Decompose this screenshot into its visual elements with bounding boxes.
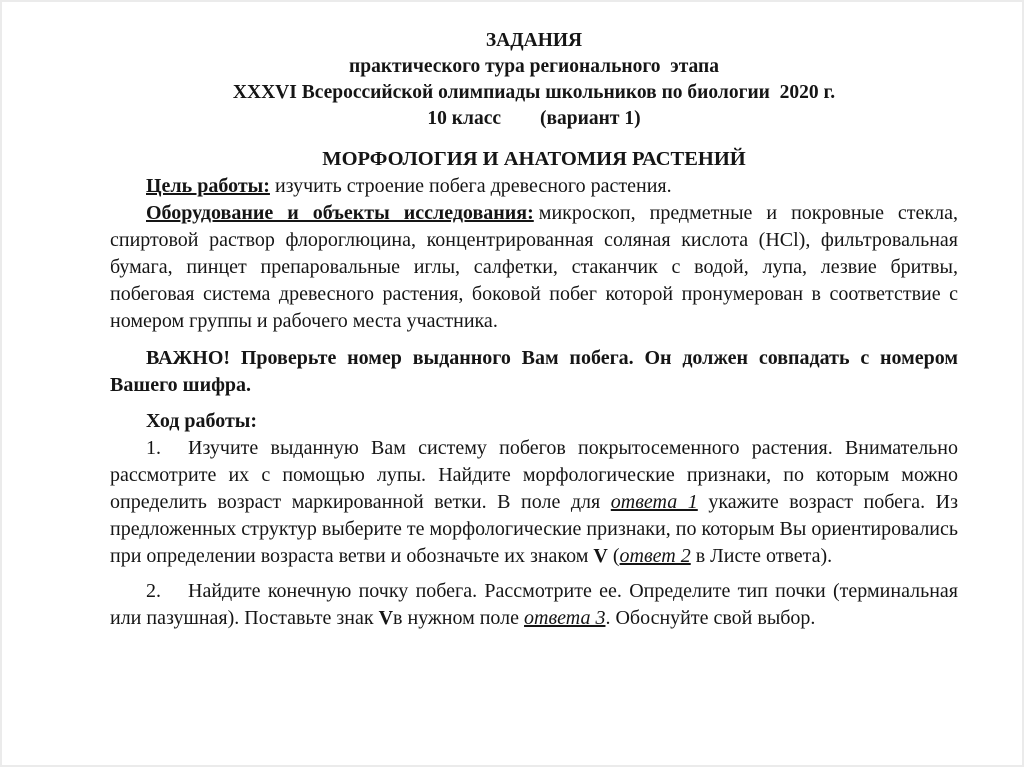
title-line-1: ЗАДАНИЯ bbox=[485, 30, 583, 51]
step-1-number: 1. bbox=[146, 437, 161, 459]
text-segment: V bbox=[593, 545, 608, 567]
text-segment: . Обоснуйте свой выбор. bbox=[605, 607, 816, 629]
text-segment: ответа 1 bbox=[610, 491, 698, 513]
text-segment: Найдите конечную почку побега. Рассмотрите ее. Определите тип почки (терминальная или пазушная). Поставьте знак bbox=[110, 580, 958, 629]
text-segment: ответ 2 bbox=[619, 545, 691, 567]
step-1-text bbox=[110, 437, 958, 567]
text-segment: Изучите выданную Вам систему побегов покрытосеменного растения. Внимательно рассмотрите их с помощью лупы. Найдите морфологические признаки, по которым можно определить возраст маркированной ветки. В поле для bbox=[110, 437, 958, 513]
text-segment: в Листе ответа). bbox=[690, 545, 833, 567]
title-line-3: XXXVI Всероссийской олимпиады школьников по биологии 2020 г. bbox=[232, 82, 836, 103]
equipment-paragraph bbox=[110, 200, 958, 335]
text-segment: ответа 3 bbox=[524, 607, 606, 629]
step-2-paragraph bbox=[110, 578, 958, 632]
text-segment: ( bbox=[607, 545, 620, 567]
goal-text: изучить строение побега древесного растения. bbox=[269, 175, 672, 197]
text-segment: V bbox=[378, 607, 394, 629]
document-content bbox=[2, 2, 1022, 632]
procedure-heading: Ход работы: bbox=[146, 410, 258, 432]
step-1-paragraph bbox=[110, 435, 958, 570]
important-notice: ВАЖНО! Проверьте номер выданного Вам побега. Он должен совпадать с номером Вашего шифра. bbox=[110, 347, 958, 396]
document-title-block bbox=[110, 28, 958, 132]
goal-paragraph bbox=[110, 173, 958, 200]
text-segment: укажите возраст побега. Из предложенных структур выберите те морфологические признаки, по которым Вы ориентировались при определении возраста ветви и обозначьте их знаком bbox=[110, 491, 958, 567]
section-heading: МОРФОЛОГИЯ И АНАТОМИЯ РАСТЕНИЙ bbox=[322, 148, 746, 170]
title-line-2: практического тура регионального этапа bbox=[348, 56, 719, 77]
equipment-label: Оборудование и объекты исследования: bbox=[146, 202, 534, 224]
step-2-number: 2. bbox=[146, 580, 161, 602]
step-2-text bbox=[110, 580, 958, 629]
text-segment: в нужном поле bbox=[393, 607, 525, 629]
equipment-text: микроскоп, предметные и покровные стекла, спиртовой раствор флороглюцина, концентрированная соляная кислота (HCl), фильтровальная бумага, пинцет препаровальные иглы, салфетки, стаканчик с водой, лупа, лезвие бритвы, побеговая система древесного растения, боковой побег которой пронумерован в соответствие с номером группы и рабочего места участника. bbox=[110, 202, 959, 332]
title-line-4: 10 класс (вариант 1) bbox=[427, 108, 641, 129]
goal-label: Цель работы: bbox=[146, 175, 270, 197]
